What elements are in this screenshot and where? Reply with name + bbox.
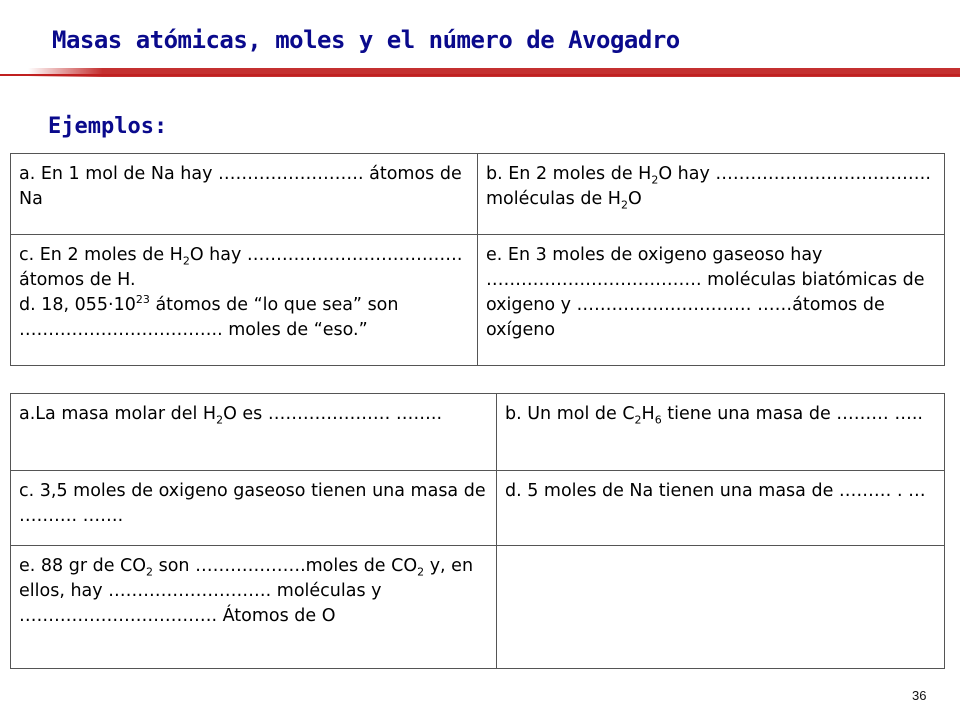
cell-b-text-2: O hay ………………………………. moléculas de H <box>486 164 931 209</box>
examples-table-mass <box>10 393 945 669</box>
cell-cd <box>11 235 478 366</box>
cell-d-text-2: átomos de “lo que sea” son …………………………….. moles de “eso.” <box>19 295 399 340</box>
cell-a-text-1: a.La masa molar del H <box>19 404 217 424</box>
cell-b-text-1: b. En 2 moles de H <box>486 164 652 184</box>
cell-e-sub-1: 2 <box>146 565 154 579</box>
cell-b-text-3: tiene una masa de ……… ….. <box>661 404 923 424</box>
table-row <box>11 546 945 669</box>
cell-e-text-3: y, en ellos, hay ………………………. moléculas y ……………………………. Átomos de O <box>19 556 474 626</box>
cell-c-text-1: c. En 2 moles de H <box>19 245 183 265</box>
table-row <box>11 235 945 366</box>
cell-b-text-3: O <box>627 189 642 209</box>
table-row <box>11 394 945 471</box>
cell-d-text-1: d. 18, 055·10 <box>19 295 136 315</box>
cell-c <box>11 471 497 546</box>
cell-a-text-2: O es ………………… …….. <box>223 404 443 424</box>
cell-b-sub-1: 2 <box>651 173 659 187</box>
cell-b-sub-2: 6 <box>654 413 662 427</box>
title-underline <box>0 68 960 79</box>
title-underline-thin <box>0 74 960 76</box>
cell-e-text-2: son ……………….moles de CO <box>153 556 418 576</box>
table-row <box>11 154 945 235</box>
cell-b-text-2: H <box>641 404 655 424</box>
cell-e-sub-2: 2 <box>417 565 425 579</box>
cell-d-text: d. 5 moles de Na tienen una masa de ……… . … <box>505 481 926 501</box>
cell-b <box>497 394 945 471</box>
cell-d-sup: 23 <box>135 293 150 307</box>
examples-table-moles <box>10 153 945 366</box>
cell-c-text-2: O hay ………………………………. átomos de H. <box>19 245 463 290</box>
cell-c-sub: 2 <box>182 254 190 268</box>
page-number: 36 <box>912 688 927 703</box>
cell-b-sub-2: 2 <box>620 198 628 212</box>
cell-e-text: e. En 3 moles de oxigeno gaseoso hay ………………………………. moléculas biatómicas de oxigeno y ………………………… ……átomos de oxígeno <box>486 245 925 340</box>
cell-e-text-1: e. 88 gr de CO <box>19 556 147 576</box>
cell-e <box>478 235 945 366</box>
cell-a <box>11 394 497 471</box>
cell-a <box>11 154 478 235</box>
cell-a-text: a. En 1 mol de Na hay ……………………. átomos de Na <box>19 164 462 209</box>
table-row <box>11 471 945 546</box>
cell-a-sub: 2 <box>216 413 224 427</box>
cell-d <box>497 471 945 546</box>
cell-b <box>478 154 945 235</box>
cell-e <box>11 546 497 669</box>
section-heading: Ejemplos: <box>48 114 168 139</box>
cell-b-sub-1: 2 <box>634 413 642 427</box>
cell-empty <box>497 546 945 669</box>
slide-title: Masas atómicas, moles y el número de Avogadro <box>52 26 680 54</box>
cell-c-text: c. 3,5 moles de oxigeno gaseoso tienen una masa de ………. ……. <box>19 481 486 526</box>
cell-b-text-1: b. Un mol de C <box>505 404 635 424</box>
